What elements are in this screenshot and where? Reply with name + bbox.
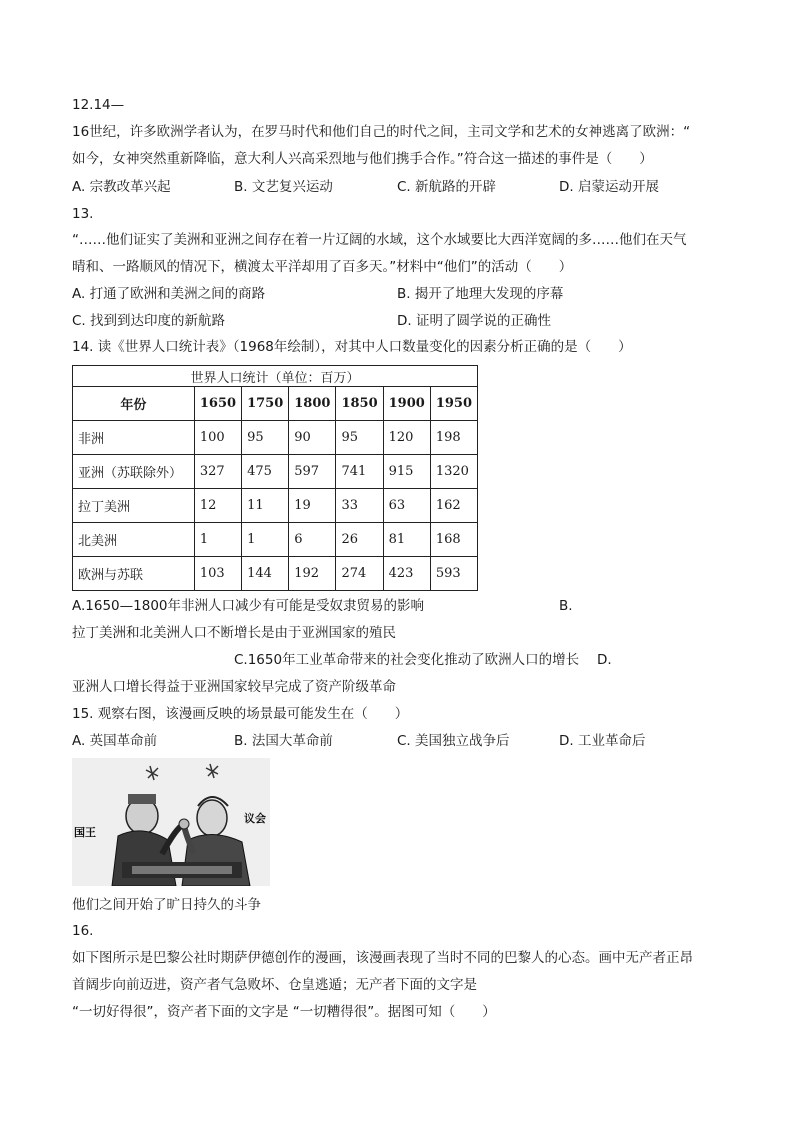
q15-option-d[interactable]: D. 工业革命后 (559, 733, 646, 749)
table-row (73, 455, 478, 489)
region-cell: 亚洲（苏联除外） (73, 455, 195, 489)
value-cell: 1 (194, 523, 241, 557)
q14-option-b-text: 拉丁美洲和北美洲人口不断增长是由于亚洲国家的殖民 (72, 625, 396, 641)
region-cell: 北美洲 (73, 523, 195, 557)
table-row (73, 421, 478, 455)
value-cell: 593 (430, 557, 477, 591)
value-cell: 327 (194, 455, 241, 489)
q12-option-a[interactable]: A. 宗教改革兴起 (72, 179, 171, 195)
q14-option-b-label[interactable]: B. (559, 598, 573, 614)
q12-option-b[interactable]: B. 文艺复兴运动 (234, 179, 333, 195)
q16-stem-line1: 如下图所示是巴黎公社时期萨伊德创作的漫画，该漫画表现了当时不同的巴黎人的心态。画中无产者正昂 (72, 950, 693, 966)
q15-option-c[interactable]: C. 美国独立战争后 (397, 733, 510, 749)
value-cell: 198 (430, 421, 477, 455)
value-cell: 192 (289, 557, 336, 591)
value-cell: 26 (336, 523, 383, 557)
region-cell: 欧洲与苏联 (73, 557, 195, 591)
q16-stem-line2: 首阔步向前迈进，资产者气急败坏、仓皇逃遁；无产者下面的文字是 (72, 977, 477, 993)
value-cell: 19 (289, 489, 336, 523)
value-cell: 95 (242, 421, 289, 455)
value-cell: 741 (336, 455, 383, 489)
value-cell: 103 (194, 557, 241, 591)
q12-option-d[interactable]: D. 启蒙运动开展 (559, 179, 659, 195)
table-row (73, 557, 478, 591)
table-row (73, 489, 478, 523)
value-cell: 144 (242, 557, 289, 591)
q15-option-a[interactable]: A. 英国革命前 (72, 733, 158, 749)
q16-stem-line3: “一切好得很”，资产者下面的文字是 “一切糟得很”。据图可知（ ） (72, 1004, 496, 1020)
q14-option-d-label[interactable]: D. (597, 652, 612, 668)
value-cell: 12 (194, 489, 241, 523)
population-table (72, 365, 478, 591)
q13-number: 13. (72, 206, 94, 222)
q14-option-d-text: 亚洲人口增长得益于亚洲国家较早完成了资产阶级革命 (72, 679, 396, 695)
value-cell: 6 (289, 523, 336, 557)
q14-option-c[interactable]: C.1650年工业革命带来的社会变化推动了欧洲人口的增长 (234, 652, 580, 668)
q12-stem-line1: 16世纪，许多欧洲学者认为，在罗马时代和他们自己的时代之间，主司文学和艺术的女神逃离了欧洲：“ (72, 124, 691, 140)
year-header: 1950 (430, 387, 477, 421)
value-cell: 475 (242, 455, 289, 489)
q14-stem: 14. 读《世界人口统计表》（1968年绘制），对其中人口数量变化的因素分析正确的是（ ） (72, 339, 632, 355)
value-cell: 423 (383, 557, 430, 591)
q16-number: 16. (72, 923, 94, 939)
q13-option-c[interactable]: C. 找到到达印度的新航路 (72, 313, 226, 329)
q15-cartoon-caption: 他们之间开始了旷日持久的斗争 (72, 897, 261, 913)
table-caption: 世界人口统计（单位：百万） (73, 366, 478, 387)
table-row (73, 523, 478, 557)
value-cell: 63 (383, 489, 430, 523)
king-parliament-cartoon (72, 758, 270, 886)
value-cell: 100 (194, 421, 241, 455)
value-cell: 81 (383, 523, 430, 557)
q13-option-b[interactable]: B. 揭开了地理大发现的序幕 (397, 286, 564, 302)
value-cell: 1320 (430, 455, 477, 489)
q15-option-b[interactable]: B. 法国大革命前 (234, 733, 333, 749)
value-cell: 1 (242, 523, 289, 557)
q13-option-a[interactable]: A. 打通了欧洲和美洲之间的商路 (72, 286, 266, 302)
value-cell: 597 (289, 455, 336, 489)
q12-stem-line2: 如今，女神突然重新降临，意大利人兴高采烈地与他们携手合作。”符合这一描述的事件是（ ） (72, 151, 653, 167)
q12-number: 12.14— (72, 97, 125, 113)
value-cell: 95 (336, 421, 383, 455)
year-header: 1900 (383, 387, 430, 421)
q13-stem-line2: 晴和、一路顺风的情况下，横渡太平洋却用了百多天。”材料中“他们”的活动（ ） (72, 259, 573, 275)
table-header-row (73, 387, 478, 421)
value-cell: 168 (430, 523, 477, 557)
region-cell: 拉丁美洲 (73, 489, 195, 523)
value-cell: 11 (242, 489, 289, 523)
q13-stem-line1: “……他们证实了美洲和亚洲之间存在着一片辽阔的水域，这个水域要比大西洋宽阔的多……他们在天气 (72, 232, 687, 248)
value-cell: 162 (430, 489, 477, 523)
region-cell: 非洲 (73, 421, 195, 455)
year-header: 1800 (289, 387, 336, 421)
year-header: 1750 (242, 387, 289, 421)
q15-stem: 15. 观察右图，该漫画反映的场景最可能发生在（ ） (72, 706, 409, 722)
q13-option-d[interactable]: D. 证明了圆学说的正确性 (397, 313, 551, 329)
cartoon-drawing (72, 758, 270, 886)
cartoon-label-parliament: 议会 (244, 812, 266, 825)
value-cell: 33 (336, 489, 383, 523)
value-cell: 915 (383, 455, 430, 489)
cartoon-label-king: 国王 (74, 826, 96, 839)
table-header-label: 年份 (73, 387, 195, 421)
value-cell: 274 (336, 557, 383, 591)
year-header: 1650 (194, 387, 241, 421)
q14-option-a[interactable]: A.1650—1800年非洲人口减少有可能是受奴隶贸易的影响 (72, 598, 425, 614)
q12-option-c[interactable]: C. 新航路的开辟 (397, 179, 497, 195)
year-header: 1850 (336, 387, 383, 421)
value-cell: 120 (383, 421, 430, 455)
value-cell: 90 (289, 421, 336, 455)
